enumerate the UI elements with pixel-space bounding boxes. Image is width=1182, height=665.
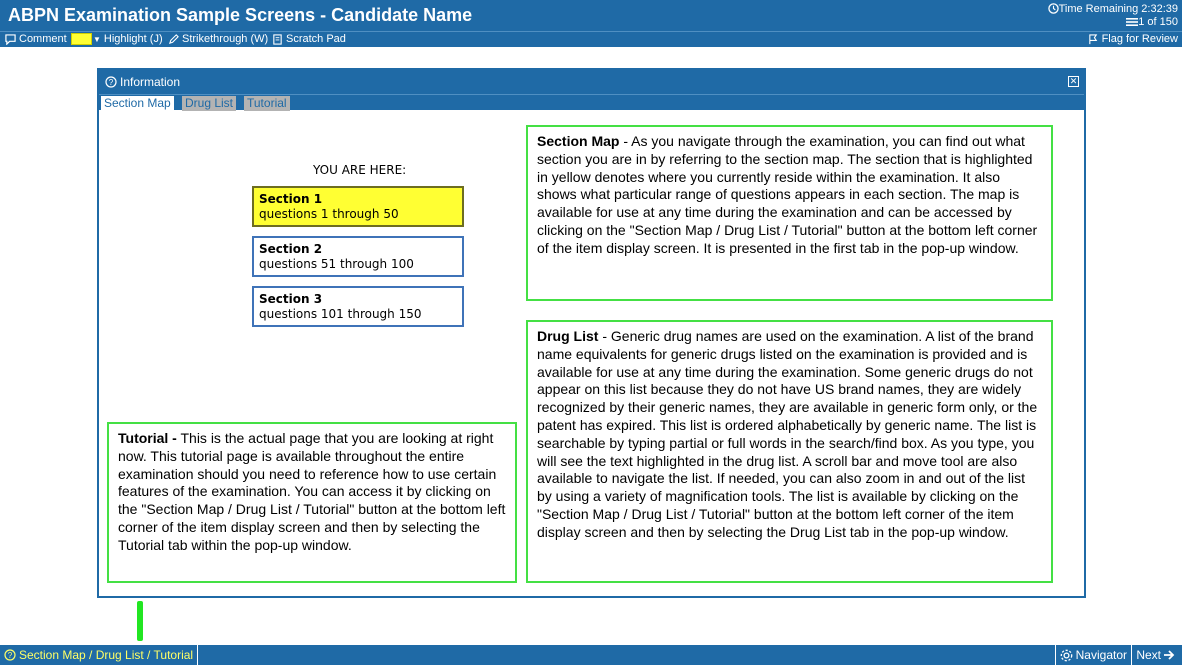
note-heading: Section Map bbox=[537, 133, 620, 149]
dialog-title-text: Information bbox=[120, 75, 181, 89]
next-button[interactable] bbox=[1131, 645, 1179, 665]
scratch-pad-label: Scratch Pad bbox=[286, 33, 346, 45]
comment-button[interactable] bbox=[5, 33, 67, 45]
dialog-title bbox=[105, 75, 180, 89]
note-body: - Generic drug names are used on the examination. A list of the brand name equivalents for generic drugs listed on the examination is provided and is available for use at any time during the examination. Some generic drugs do not appear on this list because they do not have US brand names, they are widely recognized by their generic names, they are available in generic form only, or the patent has expired. This list is ordered alphabetically by generic name. The list is searchable by typing partial or full words in the search/find box. As you type, you will see the text highlighted in the drug list. A scroll bar and move tool are also available to navigate the list. If needed, you can also zoom in and out of the list by using a variety of magnification tools. The list is available by clicking on the "Section Map / Drug List / Tutorial" button at the bottom left corner of the item display screen and then by selecting the Drug List tab in the pop-up window. bbox=[537, 328, 1038, 540]
navigator-button[interactable] bbox=[1055, 645, 1131, 665]
svg-text:?: ? bbox=[7, 651, 13, 660]
highlight-button[interactable] bbox=[93, 33, 163, 45]
note-body: This is the actual page that you are looking at right now. This tutorial page is available throughout the entire examination should you need to reference how to use certain features of the examination. You can access it by clicking on the "Section Map / Drug List / Tutorial" button at the bottom left corner of the item display screen and then by selecting the Tutorial tab within the pop-up window. bbox=[118, 430, 506, 553]
section-range: questions 1 through 50 bbox=[259, 207, 399, 221]
section-name: Section 2 bbox=[259, 242, 323, 256]
time-remaining-text: Time Remaining 2:32:39 bbox=[1058, 3, 1178, 15]
tab-bar bbox=[99, 94, 1084, 110]
pointer-marker bbox=[137, 601, 143, 641]
section-map-button[interactable] bbox=[0, 645, 198, 665]
toolbar bbox=[0, 31, 1182, 47]
section-name: Section 3 bbox=[259, 292, 323, 306]
tutorial-note bbox=[107, 422, 517, 583]
item-count bbox=[1126, 16, 1178, 28]
tab-section-map[interactable]: Section Map bbox=[101, 96, 174, 111]
close-icon[interactable]: ✕ bbox=[1069, 76, 1078, 86]
time-remaining[interactable] bbox=[1048, 2, 1178, 16]
chevron-down-icon[interactable]: ▼ bbox=[93, 34, 101, 44]
clock-icon bbox=[1048, 3, 1059, 14]
you-are-here-label: YOU ARE HERE: bbox=[313, 163, 407, 177]
section-map-note bbox=[526, 125, 1053, 301]
highlight-color-swatch[interactable] bbox=[71, 33, 92, 45]
exam-title: ABPN Examination Sample Screens - Candidate Name bbox=[8, 5, 473, 25]
pencil-icon bbox=[168, 34, 179, 45]
next-label: Next bbox=[1136, 648, 1161, 662]
list-icon bbox=[1126, 17, 1138, 27]
flag-for-review-button[interactable] bbox=[1088, 33, 1178, 45]
section-range: questions 101 through 150 bbox=[259, 307, 422, 321]
bottom-bar bbox=[0, 645, 1182, 665]
tab-drug-list[interactable]: Drug List bbox=[182, 96, 236, 111]
help-icon bbox=[105, 76, 117, 88]
section-box bbox=[252, 236, 464, 277]
section-box-current bbox=[252, 186, 464, 227]
tab-tutorial[interactable]: Tutorial bbox=[244, 96, 290, 111]
strikethrough-button[interactable] bbox=[168, 33, 268, 45]
note-heading: Drug List bbox=[537, 328, 599, 344]
arrow-right-icon bbox=[1163, 649, 1175, 661]
dialog-header bbox=[99, 70, 1084, 94]
section-map-button-label: Section Map / Drug List / Tutorial bbox=[19, 648, 194, 662]
comment-label: Comment bbox=[19, 33, 67, 45]
notepad-icon bbox=[272, 34, 283, 45]
comment-icon bbox=[5, 34, 16, 45]
flag-label: Flag for Review bbox=[1101, 33, 1178, 45]
note-body: - As you navigate through the examination, you can find out what section you are in by referring to the section map. The section that is highlighted in yellow denotes where you currently reside within the examination. It also shows what particular range of questions appears in each section. The map is available for use at any time during the examination and can be accessed by clicking on the "Section Map / Drug List / Tutorial" button at the bottom left corner of the item display screen. It is presented in the first tab in the pop-up window. bbox=[537, 133, 1038, 256]
flag-icon bbox=[1088, 34, 1099, 45]
help-icon bbox=[4, 649, 16, 661]
scratch-pad-button[interactable] bbox=[272, 33, 346, 45]
note-heading: Tutorial - bbox=[118, 430, 177, 446]
highlight-label: Highlight (J) bbox=[103, 33, 163, 45]
section-box bbox=[252, 286, 464, 327]
title-bar bbox=[0, 0, 1182, 31]
strikethrough-label: Strikethrough (W) bbox=[182, 33, 269, 45]
svg-text:?: ? bbox=[108, 78, 114, 87]
navigator-label: Navigator bbox=[1075, 648, 1127, 662]
gear-icon bbox=[1060, 649, 1073, 662]
item-count-text: 1 of 150 bbox=[1138, 16, 1178, 28]
section-range: questions 51 through 100 bbox=[259, 257, 414, 271]
section-name: Section 1 bbox=[259, 192, 323, 206]
drug-list-note bbox=[526, 320, 1053, 583]
